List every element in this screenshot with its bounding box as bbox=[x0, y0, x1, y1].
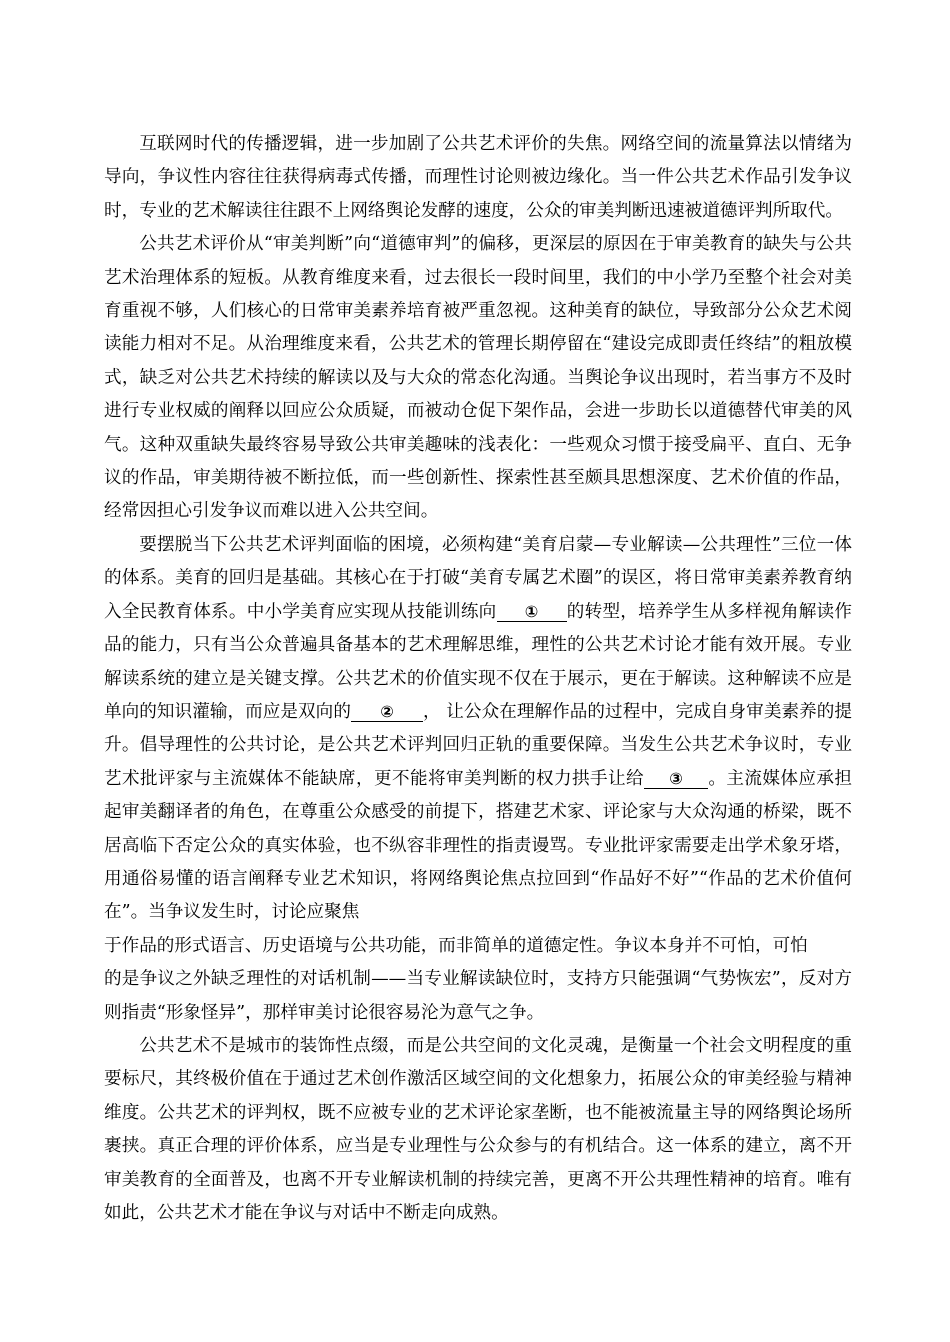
paragraph-3-continued-2: 的是争议之外缺乏理性的对话机制——当专业解读缺位时，支持方只能强调“气势恢宏”，反对方则指责“形象怪异”，那样审美讨论很容易沦为意气之争。 bbox=[104, 969, 852, 1023]
article-body bbox=[104, 128, 852, 1230]
paragraph-2: 公共艺术评价从“审美判断”向“道德审判”的偏移，更深层的原因在于审美教育的缺失与公共艺术治理体系的短板。从教育维度来看，过去很长一段时间里，我们的中小学乃至整个社会对美育重视不够，人们核心的日常审美素养培育被严重忽视。这种美育的缺位，导致部分公众艺术阅读能力相对不足。从治理维度来看，公共艺术的管理长期停留在“建设完成即责任终结”的粗放模式，缺乏对公共艺术持续的解读以及与大众的常态化沟通。当舆论争议出现时，若当事方不及时进行专业权威的阐释以回应公众质疑，而被动仓促下架作品，会进一步助长以道德替代审美的风气。这种双重缺失最终容易导致公共审美趣味的浅表化：一些观众习惯于接受扁平、直白、无争议的作品，审美期待被不断拉低，而一些创新性、探索性甚至颇具思想深度、艺术价值的作品，经常因担心引发争议而难以进入公共空间。 bbox=[104, 234, 852, 522]
paragraph-3-part-a: 要摆脱当下公共艺术评判面临的困境，必须构建“美育启蒙—专业解读—公共理性”三位一体的体系。美育的回归是基础。其核心在于打破“美育专属艺术圈”的误区，将日常审美素养教育纳入全民教育体系。中小学美育应实现从技能训练向 bbox=[104, 534, 852, 622]
blank-3: ③ bbox=[644, 770, 708, 789]
paragraph-3-part-d: 。主流媒体应承担起审美翻译者的角色，在尊重公众感受的前提下，搭建艺术家、评论家与大众沟通的桥梁，既不居高临下否定公众的真实体验，也不纵容非理性的指责谩骂。专业批评家需要走出学术象牙塔，用通俗易懂的语言阐释专业艺术知识，将网络舆论焦点拉回到“作品好不好”“作品的艺术价值何在”。当争议发生时，讨论应聚焦 bbox=[104, 768, 852, 923]
paragraph-3-part-b: 的转型，培养学生从多样视角解读作品的能力，只有当公众普遍具备基本的艺术理解思维，理性的公共艺术讨论才能有效开展。专业解读系统的建立是关键支撑。公共艺术的价值实现不仅在于展示，更在于解读。这种解读不应是单向的知识灌输，而应是双向的 bbox=[104, 601, 852, 722]
paragraph-3-part-c: ， 让公众在理解作品的过程中，完成自身审美素养的提升。倡导理性的公共讨论，是公共艺术评判回归正轨的重要保障。当发生公共艺术争议时，专业艺术批评家与主流媒体不能缺席，更不能将审美判断的权力拱手让给 bbox=[104, 701, 852, 789]
paragraph-3-continued-1: 于作品的形式语言、历史语境与公共功能，而非简单的道德定性。争议本身并不可怕，可怕 bbox=[104, 935, 808, 956]
paragraph-4: 公共艺术不是城市的装饰性点缀，而是公共空间的文化灵魂，是衡量一个社会文明程度的重要标尺，其终极价值在于通过艺术创作激活区域空间的文化想象力，拓展公众的审美经验与精神维度。公共艺术的评判权，既不应被专业的艺术评论家垄断，也不能被流量主导的网络舆论场所裹挟。真正合理的评价体系，应当是专业理性与公众参与的有机结合。这一体系的建立，离不开审美教育的全面普及，也离不开专业解读机制的持续完善，更离不开公共理性精神的培育。唯有如此，公共艺术才能在争议与对话中不断走向成熟。 bbox=[104, 1035, 852, 1223]
blank-1: ① bbox=[497, 603, 567, 622]
paragraph-1: 互联网时代的传播逻辑，进一步加剧了公共艺术评价的失焦。网络空间的流量算法以情绪为导向，争议性内容往往获得病毒式传播，而理性讨论则被边缘化。当一件公共艺术作品引发争议时，专业的艺术解读往往跟不上网络舆论发酵的速度，公众的审美判断迅速被道德评判所取代。 bbox=[104, 134, 852, 221]
paragraph-3 bbox=[104, 529, 852, 930]
blank-2: ② bbox=[351, 703, 423, 722]
